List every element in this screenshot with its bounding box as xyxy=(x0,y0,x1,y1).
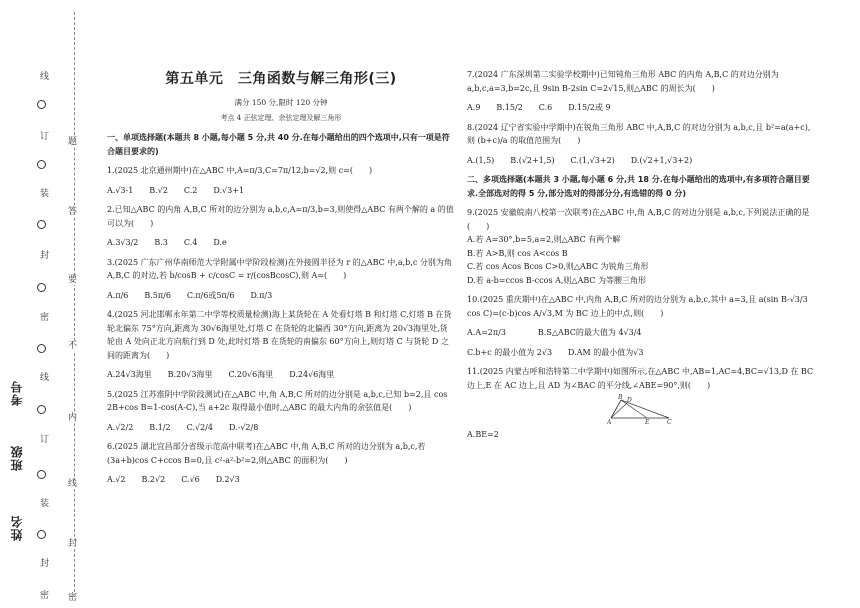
question-11: 11.(2025 内蒙古呼和浩特第二中学期中)如图所示,在△ABC 中,AB=1,AC=4,BC=√13,D 在 BC 边上,E 在 AC 边上,且 AD 为∠BAC 的平分线,∠ABE=90°,则( ) xyxy=(467,367,814,390)
exam-number-label: 考号 xyxy=(10,380,24,406)
score-info: 满分 150 分,限时 120 分钟 xyxy=(234,98,328,107)
binding-hole-icon xyxy=(37,100,46,109)
gutter-char: 线 xyxy=(40,373,50,383)
left-column xyxy=(107,68,455,487)
gutter-char: 订 xyxy=(40,132,50,142)
question-5-options: A.√2/2 B.1/2 C.√2/4 D.-√2/8 xyxy=(107,422,259,432)
question-9-option-c: C.若 cos Acos Bcos C>0,则△ABC 为锐角三角形 xyxy=(467,262,649,271)
question-4-options: A.24√3海里 B.20√3海里 C.20√6海里 D.24√6海里 xyxy=(107,370,335,379)
point-c-label: C xyxy=(667,419,672,424)
gutter-char: 密 xyxy=(40,591,50,601)
question-10-options-ab: A.A=2π/3 B.S△ABC的最大值为 4√3/4 xyxy=(467,328,642,337)
gutter-char: 装 xyxy=(40,189,50,199)
question-9-option-d: D.若 a-b=ccos B-ccos A,则△ABC 为等腰三角形 xyxy=(467,275,647,285)
gutter-char: 答 xyxy=(68,207,78,217)
gutter-char: 线 xyxy=(40,72,50,82)
question-6: 6.(2025 湖北宜昌部分省级示范高中联考)在△ABC 中,角 A,B,C 所对的边分别为 a,b,c,若(3a+b)cos C+ccos B=0,且 c²-a²-b²=2,则△ABC 的面积为( ) xyxy=(107,442,426,465)
question-9-option-a: A.若 A=30°,b=5,a=2,则△ABC 有两个解 xyxy=(467,235,621,244)
cut-line xyxy=(74,12,75,602)
topic-info: 考点 4 正弦定理、余弦定理及解三角形 xyxy=(220,114,342,122)
binding-hole-icon xyxy=(37,283,46,292)
question-8: 8.(2024 辽宁省实验中学期中)在锐角三角形 ABC 中,A,B,C 的对边分别为 a,b,c,且 b²=a(a+c),则 (b+c)/a 的取值范围为( ) xyxy=(467,122,811,145)
binding-hole-icon xyxy=(37,160,46,169)
gutter-char: 封 xyxy=(40,251,50,261)
point-b-label: B xyxy=(618,394,623,401)
gutter-char: 密 xyxy=(68,593,78,603)
binding-hole-icon xyxy=(37,530,46,539)
question-3-options: A.π/6 B.5π/6 C.π/6或5π/6 D.π/3 xyxy=(107,290,273,300)
page-title: 第五单元 三角函数与解三角形(三) xyxy=(165,71,397,87)
question-2: 2.已知△ABC 的内角 A,B,C 所对的边分别为 a,b,c,A=π/3,b=3,则使得△ABC 有两个解的 a 的值可以为( ) xyxy=(107,205,454,228)
gutter-char: 密 xyxy=(40,313,50,323)
student-name-label: 姓名 xyxy=(10,515,24,541)
question-8-options: A.(1,5) B.(√2+1,5) C.(1,√3+2) D.(√2+1,√3+2) xyxy=(467,155,693,165)
gutter-char: 不 xyxy=(68,341,78,351)
question-10-options-cd: C.b+c 的最小值为 2√3 D.AM 的最小值为√3 xyxy=(467,347,644,357)
question-4: 4.(2025 河北邯郸永年第二中学等校质量检测)海上某货轮在 A 处看灯塔 B 和灯塔 C,灯塔 B 在货轮北偏东 75°方向,距离为 30√6海里处,灯塔 C 在货轮的北偏西 30°方向,距离为 20√3海里处,货轮由 A 处向正北方向航行到 D 处,此时灯塔 B 在货轮的南偏东 60°方向上,则灯塔 C 与货轮 D 之间的距离为( ) xyxy=(107,310,452,360)
triangle-figure xyxy=(467,394,817,424)
gutter-char: 内 xyxy=(68,413,78,423)
point-a-label: A xyxy=(607,419,612,424)
gutter-char: 封 xyxy=(68,539,78,549)
gutter-char: 要 xyxy=(68,275,78,285)
gutter-char: 封 xyxy=(40,559,50,569)
right-column xyxy=(467,68,817,442)
binding-hole-icon xyxy=(37,220,46,229)
question-1: 1.(2025 北京通州期中)在△ABC 中,A=π/3,C=7π/12,b=√2,则 c=( ) xyxy=(107,166,373,175)
point-d-label: D xyxy=(627,397,632,404)
section-heading-single-choice: 一、单项选择题(本题共 8 小题,每小题 5 分,共 40 分.在每小题给出的四个选项中,只有一项是符合题目要求的) xyxy=(107,133,450,156)
question-9: 9.(2025 安徽皖南八校第一次联考)在△ABC 中,角 A,B,C 的对边分别是 a,b,c,下列说法正确的是( ) xyxy=(467,208,810,231)
binding-hole-icon xyxy=(37,344,46,353)
binding-hole-icon xyxy=(37,405,46,414)
question-10: 10.(2025 重庆期中)在△ABC 中,内角 A,B,C 所对的边分别为 a,b,c,其中 a=3,且 a(sin B-√3/3 cos C)=(c-b)cos A/√3,M 为 BC 边上的中点,则( ) xyxy=(467,295,808,318)
point-e-label: E xyxy=(645,419,650,424)
question-11-option-a: A.BE=2 xyxy=(467,430,499,439)
class-label: 班级 xyxy=(10,445,24,471)
question-1-options: A.√3-1 B.√2 C.2 D.√3+1 xyxy=(107,185,245,195)
section-heading-multiple-choice: 二、多项选择题(本题共 3 小题,每小题 6 分,共 18 分.在每小题给出的选项中,有多项符合题目要求.全部选对的得 5 分,部分选对的得部分分,有选错的得 0 分) xyxy=(467,175,810,198)
gutter-char: 装 xyxy=(40,499,50,509)
question-2-options: A.3√3/2 B.3 C.4 D.e xyxy=(107,238,227,247)
question-7-options: A.9 B.15/2 C.6 D.15/2或 9 xyxy=(467,103,611,112)
question-5: 5.(2025 江苏淮阴中学阶段测试)在△ABC 中,角 A,B,C 所对的边分别是 a,b,c,已知 b=2,且 cos 2B+cos B=1-cos(A-C),当 a+2c 取得最小值时,△ABC 的最大内角的余弦值是( ) xyxy=(107,389,448,412)
binding-gutter xyxy=(0,0,100,608)
question-7: 7.(2024 广东深圳第二实验学校期中)已知钝角三角形 ABC 的内角 A,B,C 的对边分别为 a,b,c,a=3,b=2c,且 9sin B-2sin C=2√15,则△ABC 的周长为( ) xyxy=(467,70,779,93)
gutter-char: 题 xyxy=(68,137,78,147)
question-6-options: A.√2 B.2√2 C.√6 D.2√3 xyxy=(107,475,240,484)
gutter-char: 订 xyxy=(40,435,50,445)
question-3: 3.(2025 广东广州华南师范大学附属中学阶段检测)在外接圆半径为 r 的△ABC 中,a,b,c 分别为角 A,B,C 的对边,若 b/cosB + c/cosC = r/(cosBcosC),则 A=( ) xyxy=(107,257,452,280)
binding-hole-icon xyxy=(37,470,46,479)
gutter-char: 线 xyxy=(68,479,78,489)
question-9-option-b: B.若 A>B,则 cos A<cos B xyxy=(467,248,568,258)
triangle-diagram xyxy=(607,394,677,424)
